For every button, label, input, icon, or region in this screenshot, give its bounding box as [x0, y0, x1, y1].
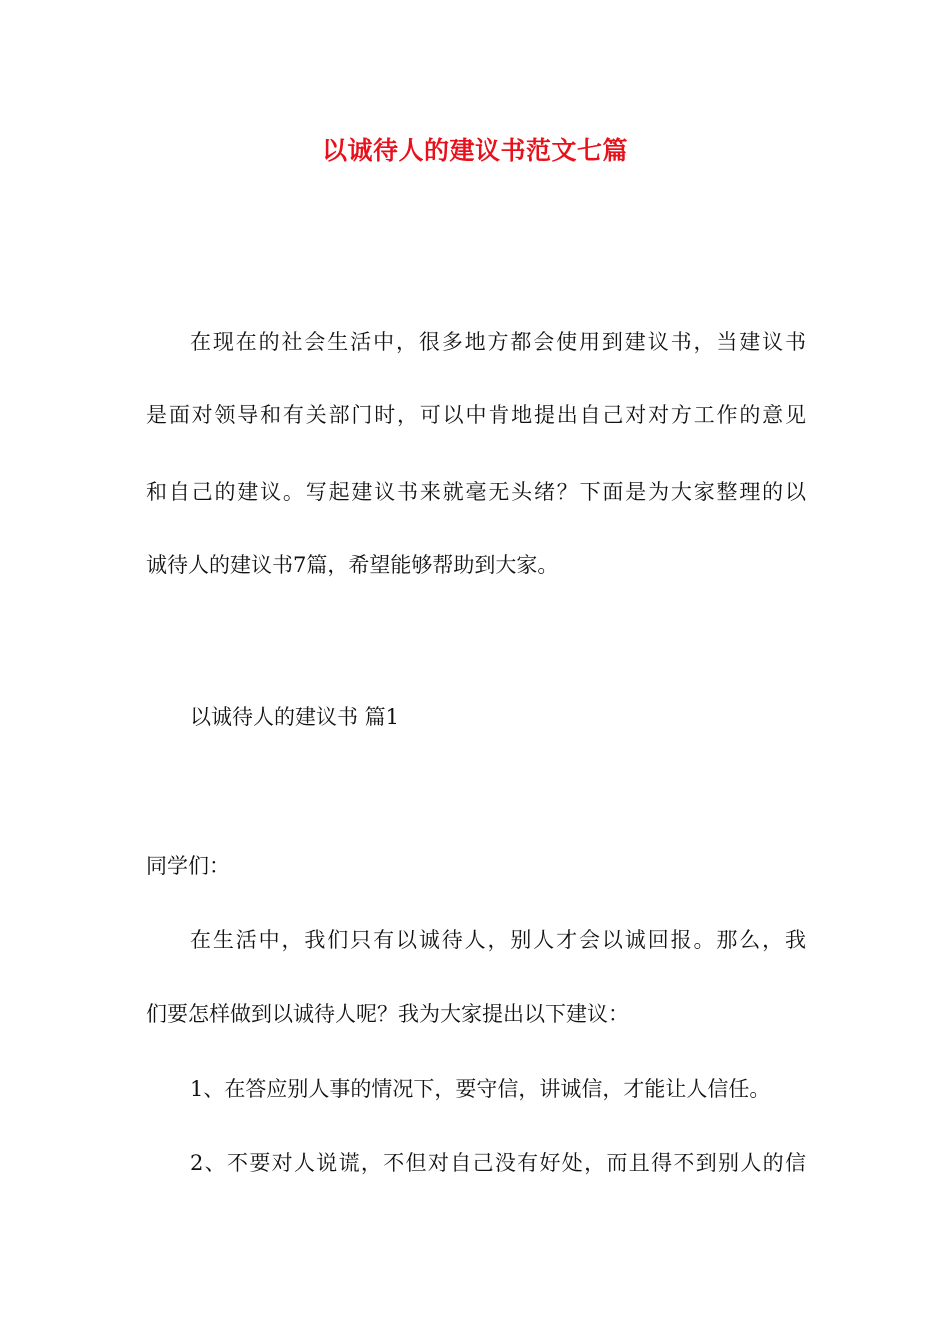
body-paragraph-line: 们要怎样做到以诚待人呢？我为大家提出以下建议：: [146, 1002, 629, 1026]
intro-paragraph-line: 是面对领导和有关部门时，可以中肯地提出自己对对方工作的意见: [146, 403, 806, 427]
list-item: 1、在答应别人事的情况下，要守信，讲诚信，才能让人信任。: [190, 1077, 771, 1101]
intro-paragraph-line: 和自己的建议。写起建议书来就毫无头绪？下面是为大家整理的以: [146, 480, 806, 504]
body-paragraph-line: 在生活中，我们只有以诚待人，别人才会以诚回报。那么，我: [190, 928, 806, 952]
intro-paragraph-line: 诚待人的建议书7篇，希望能够帮助到大家。: [146, 553, 559, 577]
salutation: 同学们：: [146, 854, 230, 878]
list-item: 2、不要对人说谎，不但对自己没有好处，而且得不到别人的信: [190, 1151, 806, 1175]
document-title: 以诚待人的建议书范文七篇: [321, 136, 628, 165]
intro-paragraph-line: 在现在的社会生活中，很多地方都会使用到建议书，当建议书: [190, 330, 806, 354]
section-heading: 以诚待人的建议书 篇1: [190, 705, 400, 729]
